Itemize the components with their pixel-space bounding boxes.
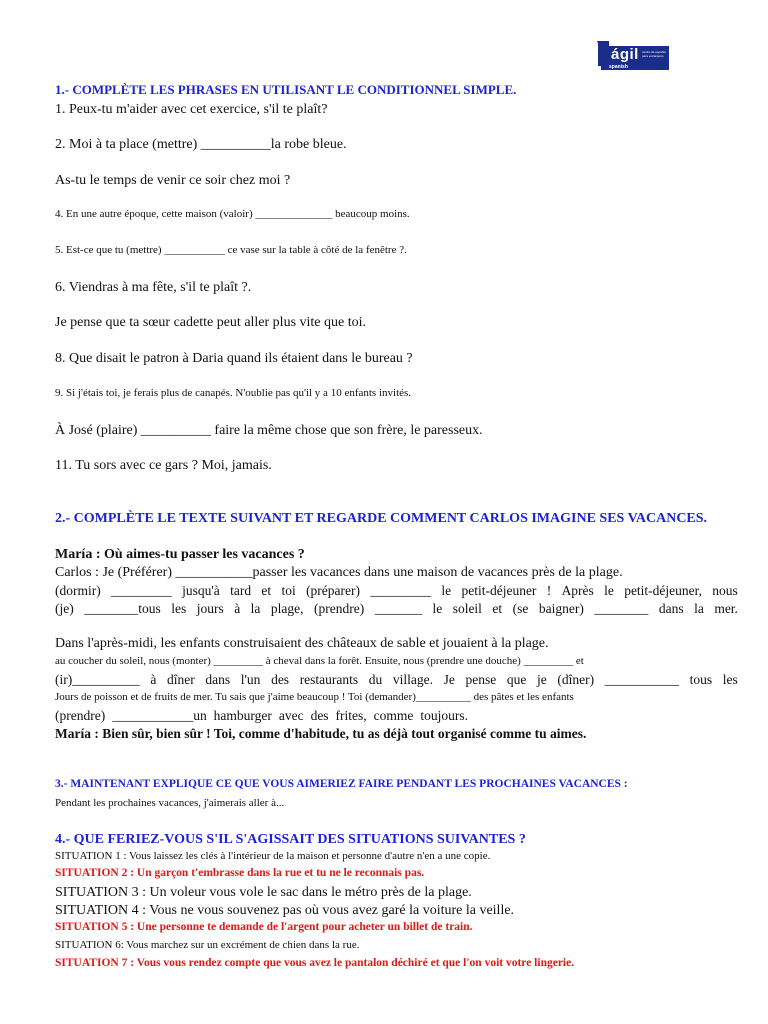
section-4-heading: 4.- QUE FERIEZ-VOUS S'IL S'AGISSAIT DES SITUATIONS SUIVANTES ? <box>55 832 526 847</box>
exercise-1-item: As-tu le temps de venir ce soir chez moi ? <box>55 173 291 188</box>
dialogue-line-justified: (prendre) ____________un hamburger avec des frites, comme toujours. <box>55 708 468 723</box>
dialogue-line-justified: (je) ________tous les jours à la plage, (prendre) _______ le soleil et (se baigner) ________ dans la mer. <box>55 601 738 616</box>
situation-item: SITUATION 4 : Vous ne vous souvenez pas où vous avez garé la voiture la veille. <box>55 903 515 918</box>
dialogue-line: Jours de poisson et de fruits de mer. Tu sais que j'aime beaucoup ! Toi (demander)__________ des pâtes et les enfants <box>55 691 574 703</box>
section-3-heading: 3.- MAINTENANT EXPLIQUE CE QUE VOUS AIMERIEZ FAIRE PENDANT LES PROCHAINES VACANCES : <box>55 778 628 790</box>
exercise-1-item: Je pense que ta sœur cadette peut aller plus vite que toi. <box>55 315 367 330</box>
dialogue-answer: María : Bien sûr, bien sûr ! Toi, comme d'habitude, tu as déjà tout organisé comme tu aimes. <box>55 726 587 741</box>
dialogue-line: Dans l'après-midi, les enfants construisaient des châteaux de sable et jouaient à la plage. <box>55 636 549 651</box>
situation-item: SITUATION 3 : Un voleur vous vole le sac dans le métro près de la plage. <box>55 885 472 900</box>
institute-logo <box>595 38 669 86</box>
dialogue-question: María : Où aimes-tu passer les vacances ? <box>55 547 305 562</box>
dialogue-line-justified: (dormir) _________ jusqu'à tard et toi (préparer) _________ le petit-déjeuner ! Après le petit-déjeuner, nous <box>55 583 738 598</box>
writing-prompt: Pendant les prochaines vacances, j'aimerais aller à... <box>55 797 285 809</box>
situation-item: SITUATION 7 : Vous vous rendez compte que vous avez le pantalon déchiré et que l'on voit votre lingerie. <box>55 957 575 969</box>
situation-item: SITUATION 1 : Vous laissez les clés à l'intérieur de la maison et personne d'autre n'en a une copie. <box>55 850 491 862</box>
exercise-1-item: 5. Est-ce que tu (mettre) ___________ ce vase sur la table à côté de la fenêtre ?. <box>55 244 407 256</box>
exercise-1-item: À José (plaire) __________ faire la même chose que son frère, le paresseux. <box>55 423 483 438</box>
dialogue-line: Carlos : Je (Préférer) ___________passer les vacances dans une maison de vacances près de la plage. <box>55 565 623 580</box>
logo-wordmark: ágil <box>611 46 639 63</box>
situation-item: SITUATION 5 : Une personne te demande de l'argent pour acheter un billet de train. <box>55 921 473 933</box>
situation-item: SITUATION 6: Vous marchez sur un excrément de chien dans la rue. <box>55 939 360 951</box>
exercise-1-item: 1. Peux-tu m'aider avec cet exercice, s'il te plaît? <box>55 102 328 117</box>
exercise-1-item: 8. Que disait le patron à Daria quand ils étaient dans le bureau ? <box>55 351 413 366</box>
exercise-1-item: 2. Moi à ta place (mettre) __________la robe bleue. <box>55 137 347 152</box>
exercise-1-item: 11. Tu sors avec ce gars ? Moi, jamais. <box>55 458 272 473</box>
exercise-1-item: 6. Viendras à ma fête, s'il te plaît ?. <box>55 280 252 295</box>
exercise-1-item: 9. Si j'étais toi, je ferais plus de canapés. N'oublie pas qu'il y a 10 enfants invités. <box>55 387 412 399</box>
logo-subtitle: spanish institute <box>609 64 629 76</box>
exercise-1-item: 4. En une autre époque, cette maison (valoir) ______________ beaucoup moins. <box>55 208 410 220</box>
situation-item: SITUATION 2 : Un garçon t'embrasse dans la rue et tu ne le reconnais pas. <box>55 867 425 879</box>
dialogue-line-justified: (ir)__________ à dîner dans l'un des restaurants du village. Je pense que je (dîner) ___________ tous les <box>55 672 738 687</box>
section-1-heading: 1.- COMPLÈTE LES PHRASES EN UTILISANT LE CONDITIONNEL SIMPLE. <box>55 82 517 97</box>
logo-tagline: centro de español para extranjeros <box>642 50 666 58</box>
dialogue-line: au coucher du soleil, nous (monter) _________ à cheval dans la forêt. Ensuite, nous (prendre une douche) _________ et <box>55 655 584 667</box>
section-2-heading: 2.- COMPLÈTE LE TEXTE SUIVANT ET REGARDE COMMENT CARLOS IMAGINE SES VACANCES. <box>55 511 708 526</box>
